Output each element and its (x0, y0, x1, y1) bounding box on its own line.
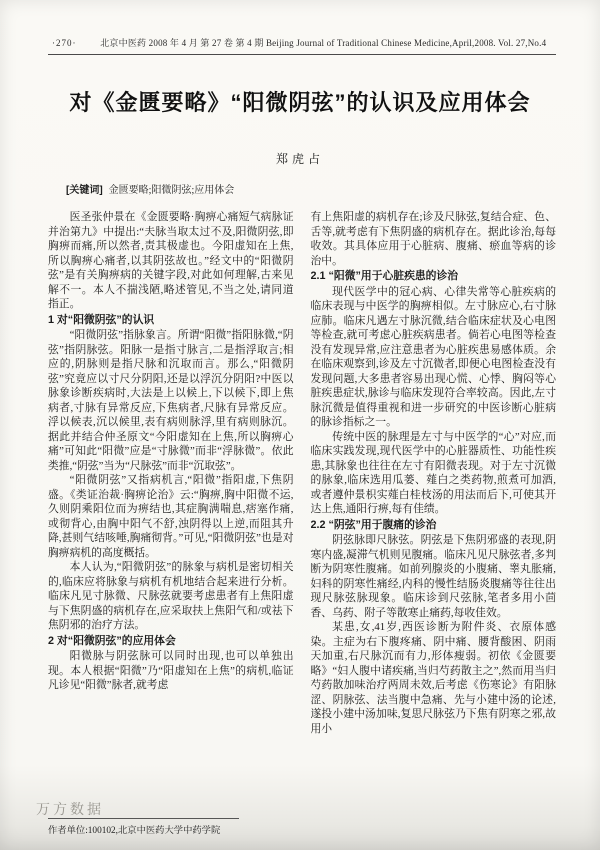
right-column (311, 210, 557, 836)
affiliation-text: 作者单位:100102,北京中医药大学中药学院 (48, 826, 221, 836)
body-paragraph: 传统中医的脉理是左寸与中医学的“心”对应,而临床实践发现,现代医学中的心脏器质性、功能性疾患,其脉象也往往在左寸有阳微表现。对于左寸沉微的脉象,临床选用瓜蒌、薤白之类药物,煎煮可加酒,或者遵仲景枳实薤白桂枝汤的用法而后下,可使其开达上焦,通阳行痹,每有佳绩。 (310, 430, 556, 515)
article-author: 郑虎占 (275, 152, 324, 166)
right-column-text (311, 210, 557, 736)
section-heading: 2.2 “阴弦”用于腹痛的诊治 (310, 518, 437, 531)
keywords-line (66, 181, 540, 196)
left-column-text (48, 210, 294, 693)
left-column (48, 210, 294, 836)
journal-citation: 北京中医药 2008 年 4 月 第 27 卷 第 4 期 Beijing Journal of Traditional Chinese Medicine,April,2008. Vol. 27,No.4 (100, 38, 547, 48)
section-heading: 2.1 “阳微”用于心脏疾患的诊治 (310, 270, 459, 282)
article-body (48, 210, 556, 836)
body-paragraph: 现代医学中的冠心病、心律失常等心脏疾病的临床表现与中医学的胸痹相似。左寸脉应心,右寸脉应肺。临床凡遇左寸脉沉微,结合临床症状及心电图等检查,就可考虑心脏疾病患者。倘若心电图等检查没有发现异常,应注意患者为心脏疾患易感体质。余在临床观察到,诊及左寸沉微者,即便心电图检查没有发现问题,大多患者容易出现心慌、心悸、胸闷等心脏疾患症状,脉诊与临床发现符合率较高。因此,左寸脉沉微是值得重视和进一步研究的中医诊断心脏病的脉诊指标之一。 (310, 285, 556, 428)
body-paragraph: 某患,女,41岁,西医诊断为附件炎、衣原体感染。主症为右下腹疼痛、阴中痛、腰背酸困、阴雨天加重,右尺脉沉而有力,形体瘦弱。初依《金匮要略》“妇人腹中诸疾痛,当归芍药散主之”,然而用当归芍药散加味治疗两周未效,后考虑《伤寒论》有阳脉涩、阴脉弦、法当腹中急痛、先与小建中汤的论述,遂投小建中汤加味,复思尺脉弦乃下焦有阴寒之邪,故用小 (310, 621, 556, 735)
body-paragraph: 阴弦脉即尺脉弦。阴弦是下焦阴邪盛的表现,阴寒内盛,凝滞气机则见腹痛。临床凡见尺脉弦者,多判断为阴寒性腹痛。如前列腺炎的小腹痛、睾丸胀痛,妇科的阴寒性痛经,内科的慢性结肠炎腹痛等往往出现尺脉弦脉现象。临床诊到尺弦脉,笔者多用小茴香、乌药、附子等散寒止痛药,每收佳效。 (310, 534, 556, 619)
body-paragraph: 本人认为,“阳微阴弦”的脉象与病机是密切相关的,临床应将脉象与病机有机地结合起来进行分析。临床凡见寸脉微、尺脉弦就要考虑患者有上焦阳虚与下焦阴盛的病机存在,应采取扶上焦阳气和/或祛下焦阴邪的治疗方法。 (48, 561, 294, 631)
keywords-label: [关键词] (66, 185, 103, 196)
section-heading: 1 对“阳微阴弦”的认识 (48, 313, 155, 326)
article-title: 对《金匮要略》“阳微阴弦”的认识及应用体会 (69, 90, 531, 115)
body-paragraph: 医圣张仲景在《金匮要略·胸痹心痛短气病脉证并治第九》中提出:“夫脉当取太过不及,阳微阴弦,即胸痹而痛,所以然者,责其极虚也。今阳虚知在上焦,所以胸痹心痛者,以其阴弦故也。”经文中的“阳微阴弦”是有关胸痹病的关键字段,对此如何理解,古来见解不一。本人不揣浅陋,略述管见,不当之处,请同道指正。 (48, 211, 294, 310)
author-affiliation (48, 818, 239, 836)
page-number: ·270· (52, 38, 77, 48)
body-paragraph: 有上焦阳虚的病机存在;诊及尺脉弦,复结合症、色、舌等,就考虑有下焦阴盛的病机存在。据此诊治,每每收效。其具体应用于心脏病、腹痛、瘀血等病的诊治中。 (310, 211, 556, 267)
header-rule (48, 54, 556, 55)
wanfang-watermark: 万方数据 (36, 801, 104, 817)
body-paragraph: “阳微阴弦”又指病机言,“阳微”指阳虚,下焦阴盛。《类证治裁·胸痹论治》云:“胸痹,胸中阳微不运,久则阴乘阳位而为痹结也,其症胸满喘息,痞塞作痛,或彻背心,由胸中阳气不舒,浊阴得以上逆,而阻其升降,甚则气结咳唾,胸痛彻背。”可见,“阳微阴弦”也是对胸痹病机的高度概括。 (48, 474, 294, 559)
body-paragraph: “阳微阴弦”指脉象言。所谓“阳微”指阳脉微,“阴弦”指阴脉弦。阳脉一是指寸脉言,二是指浮取言;相应的,阴脉则是指尺脉和沉取而言。那么,“阳微阴弦”究竟应以寸尺分阴阳,还是以浮沉分阴阳?中医以脉象诊断疾病时,大法是上以候上,下以候下,即上焦病者,寸脉有异常反应,下焦病者,尺脉有异常反应。浮以候表,沉以候里,表有病则脉浮,里有病则脉沉。据此并结合仲圣原文“今阳虚知在上焦,所以胸痹心痛”可知此“阳微”应是“寸脉微”而非“浮脉微”。依此类推,“阴弦”当为“尺脉弦”而非“沉取弦”。 (48, 329, 294, 472)
page-header (52, 36, 556, 49)
keywords-text: 金匮要略;阳微阴弦;应用体会 (108, 185, 235, 196)
section-heading: 2 对“阳微阴弦”的应用体会 (48, 634, 176, 647)
body-paragraph: 阳微脉与阴弦脉可以同时出现,也可以单独出现。本人根据“阳微”乃“阳虚知在上焦”的病机,临证凡诊见“阳微”脉者,就考虑 (48, 650, 294, 691)
